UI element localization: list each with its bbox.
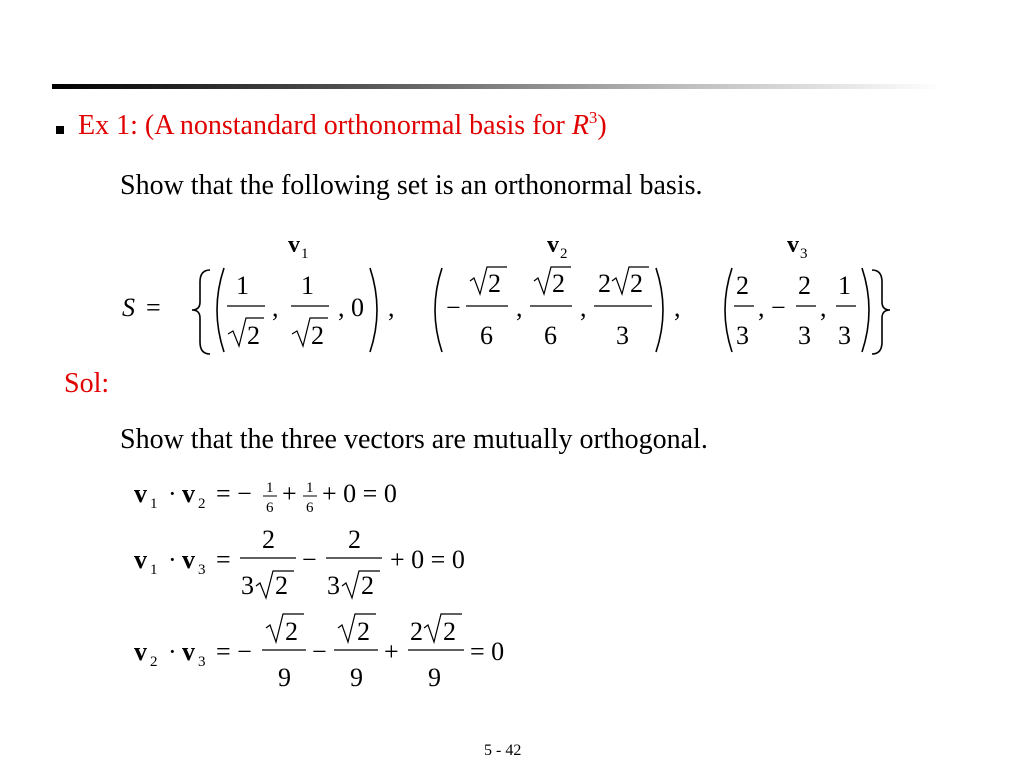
svg-text:·: · — [168, 637, 177, 666]
svg-text:3: 3 — [198, 562, 206, 578]
svg-text:+ 0 = 0: + 0 = 0 — [390, 545, 465, 574]
v1-c1-num: 1 — [236, 271, 249, 300]
example-space: R — [571, 110, 589, 141]
example-suffix: ) — [597, 110, 607, 141]
svg-text:= −: = − — [216, 479, 252, 508]
svg-text:2: 2 — [262, 525, 275, 554]
page-number: 5 - 42 — [484, 742, 522, 759]
svg-text:v: v — [134, 479, 147, 508]
svg-text:v: v — [134, 545, 147, 574]
svg-text:v: v — [182, 479, 195, 508]
svg-text:2: 2 — [361, 571, 374, 600]
svg-text:,: , — [580, 293, 587, 322]
task-text: Show that the following set is an orthonormal basis. — [120, 170, 703, 201]
v3-c1-num: 2 — [736, 271, 749, 300]
svg-text:2: 2 — [357, 617, 370, 646]
equals-sign: = — [146, 293, 161, 322]
svg-text:3: 3 — [327, 571, 340, 600]
vector-label-2: $v_2$ — [547, 232, 568, 262]
v3-c3-den: 3 — [838, 321, 851, 350]
svg-text:·: · — [168, 545, 177, 574]
svg-text:9: 9 — [428, 663, 441, 692]
svg-text:−: − — [312, 637, 327, 666]
v3-c1-den: 3 — [736, 321, 749, 350]
svg-text:, 0: , 0 — [338, 293, 364, 322]
v3-c2-num: 2 — [798, 271, 811, 300]
v3-c2-den: 3 — [798, 321, 811, 350]
svg-text:,: , — [674, 293, 681, 322]
svg-text:3: 3 — [198, 654, 206, 670]
v2-left-paren — [435, 268, 442, 352]
svg-text:2: 2 — [598, 269, 611, 298]
svg-text:2: 2 — [348, 525, 361, 554]
vector-label-3: $v_3$ — [787, 232, 808, 262]
svg-text:−: − — [302, 545, 317, 574]
set-symbol: S — [122, 293, 135, 322]
svg-text:,: , — [272, 293, 279, 322]
svg-text:·: · — [168, 479, 177, 508]
set-equation — [110, 262, 900, 362]
v3-left-paren — [725, 268, 732, 352]
sol-label: Sol: — [64, 368, 110, 399]
example-prefix: Ex 1: (A nonstandard orthonormal basis for — [78, 110, 572, 141]
svg-text:9: 9 — [278, 663, 291, 692]
right-curly-brace — [872, 270, 890, 354]
v1-left-paren — [217, 268, 224, 352]
vector-label-1: $v_1$ — [288, 232, 309, 262]
svg-text:,: , — [516, 293, 523, 322]
example-exponent: 3 — [588, 108, 598, 127]
svg-text:2: 2 — [275, 571, 288, 600]
bullet-icon — [56, 126, 64, 134]
svg-text:6: 6 — [306, 500, 314, 516]
svg-text:1: 1 — [150, 496, 158, 512]
v2-c2-den: 6 — [544, 321, 557, 350]
v3-right-paren — [862, 268, 869, 352]
dot-product-v1-v2 — [128, 474, 428, 518]
dot-product-v1-v3 — [128, 524, 488, 602]
svg-text:1: 1 — [266, 480, 274, 496]
svg-text:=: = — [216, 545, 231, 574]
v2-c1-num: 2 — [488, 269, 501, 298]
example-heading — [78, 110, 607, 142]
svg-text:6: 6 — [266, 500, 274, 516]
svg-text:9: 9 — [350, 663, 363, 692]
v2-right-paren — [656, 268, 663, 352]
header-rule — [52, 84, 942, 89]
left-curly-brace — [192, 270, 210, 354]
svg-text:2: 2 — [410, 617, 423, 646]
v2-c1-den: 6 — [480, 321, 493, 350]
v2-c3-num: 2 — [630, 269, 643, 298]
svg-text:= −: = − — [216, 637, 252, 666]
svg-text:+ 0 = 0: + 0 = 0 — [322, 479, 397, 508]
svg-text:3: 3 — [241, 571, 254, 600]
step-text: Show that the three vectors are mutually orthogonal. — [120, 424, 708, 455]
svg-text:= 0: = 0 — [470, 637, 505, 666]
svg-text:, −: , − — [758, 293, 786, 322]
svg-text:+: + — [282, 479, 297, 508]
svg-text:−: − — [446, 293, 461, 322]
svg-text:v: v — [134, 637, 147, 666]
svg-text:,: , — [388, 293, 395, 322]
svg-text:2: 2 — [198, 496, 206, 512]
v1-c2-den: 2 — [311, 321, 324, 350]
svg-text:1: 1 — [150, 562, 158, 578]
v2-c2-num: 2 — [552, 269, 565, 298]
svg-text:v: v — [182, 637, 195, 666]
v1-c2-num: 1 — [301, 271, 314, 300]
svg-text:+: + — [384, 637, 399, 666]
svg-text:2: 2 — [285, 617, 298, 646]
v2-c3-den: 3 — [616, 321, 629, 350]
v3-c3-num: 1 — [838, 271, 851, 300]
v1-right-paren — [370, 268, 377, 352]
svg-text:v: v — [182, 545, 195, 574]
svg-text:2: 2 — [150, 654, 158, 670]
svg-text:2: 2 — [443, 617, 456, 646]
svg-text:,: , — [820, 293, 827, 322]
dot-product-v2-v3 — [128, 612, 528, 692]
svg-text:1: 1 — [306, 480, 314, 496]
v1-c1-den: 2 — [247, 321, 260, 350]
